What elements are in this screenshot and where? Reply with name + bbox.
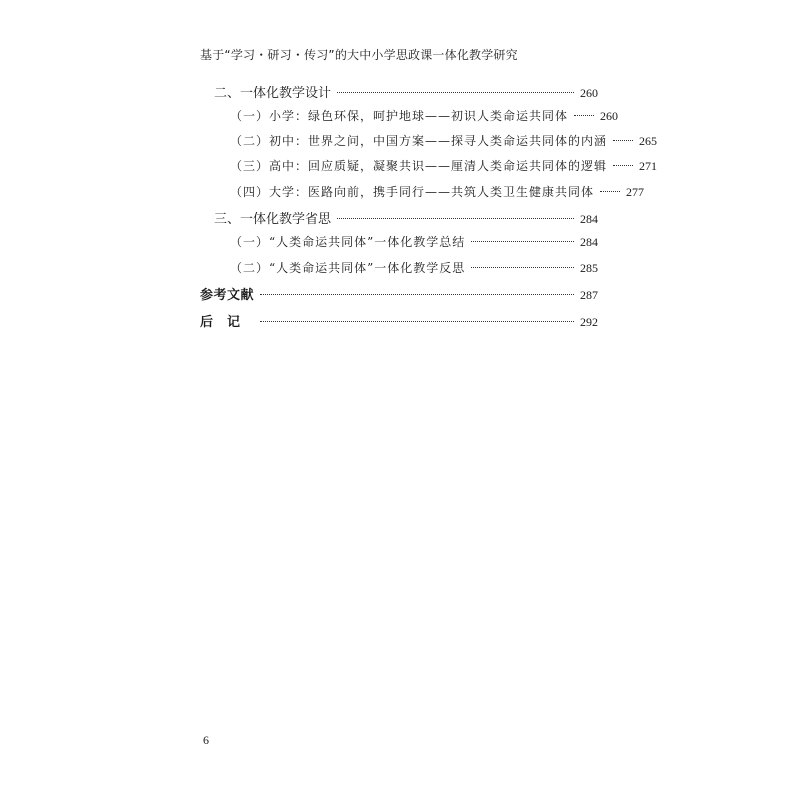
toc-entry-page: 292 [580,315,598,329]
toc-entry-title: （二）初中：世界之问，中国方案——探寻人类命运共同体的内涵 [230,134,608,148]
toc-entry-page: 285 [580,261,598,275]
dot-leader [337,218,574,219]
page-number: 6 [203,733,209,747]
toc-entry-page: 265 [639,134,658,148]
toc-entry-page: 287 [580,288,598,302]
toc-entry-title: 二、一体化教学设计 [214,86,332,101]
dot-leader [574,115,594,116]
toc-entry-title: （二）“人类命运共同体”一体化教学反思 [230,261,466,275]
toc-entry[interactable] [230,132,658,150]
toc-entry-title: 后记 [200,315,255,330]
dot-leader [600,191,620,192]
dot-leader [471,267,574,268]
toc-entry[interactable] [230,107,619,125]
toc-entry[interactable] [214,208,598,226]
toc-entry-title: （一）小学：绿色环保，呵护地球——初识人类命运共同体 [230,109,569,123]
toc-entry-page: 260 [600,109,619,123]
toc-entry[interactable] [230,259,598,277]
dot-leader [260,321,574,322]
toc-entry-page: 284 [580,235,598,249]
toc-entry-title: （一）“人类命运共同体”一体化教学总结 [230,235,466,249]
running-header: 基于“学习・研习・传习”的大中小学思政课一体化教学研究 [200,48,518,62]
toc-entry[interactable] [214,82,598,100]
toc-entry-title: 参考文献 [200,288,255,303]
toc-entry-title: 三、一体化教学省思 [214,212,332,227]
toc-entry[interactable] [200,311,598,329]
dot-leader [613,140,633,141]
dot-leader [337,92,574,93]
toc-entry-page: 284 [580,212,598,226]
toc-entry[interactable] [200,284,598,302]
toc-entry-title: （四）大学：医路向前，携手同行——共筑人类卫生健康共同体 [230,185,595,199]
toc-entry-page: 277 [626,185,645,199]
toc-entry-title: （三）高中：回应质疑，凝聚共识——厘清人类命运共同体的逻辑 [230,159,608,173]
toc-entry[interactable] [230,157,658,175]
toc-entry[interactable] [230,233,598,251]
toc-entry-page: 260 [580,86,598,100]
dot-leader [613,165,633,166]
toc-entry-page: 271 [639,159,658,173]
toc-entry[interactable] [230,183,645,201]
dot-leader [260,294,574,295]
dot-leader [471,241,574,242]
